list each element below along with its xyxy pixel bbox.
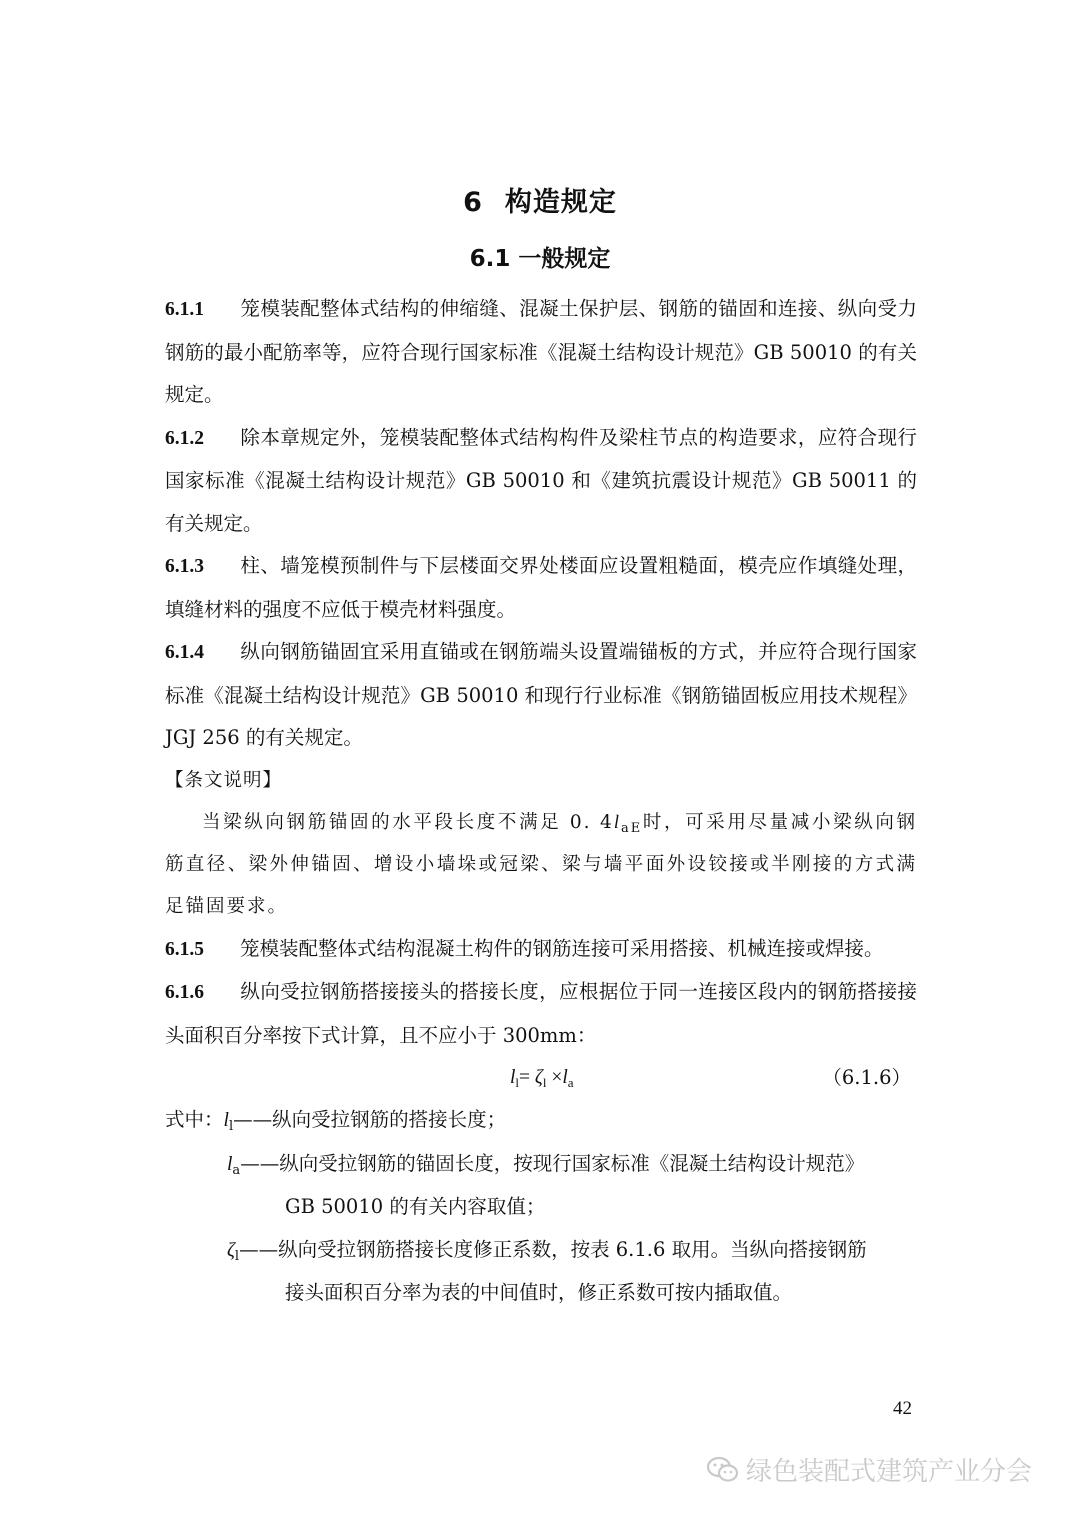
- clause-number: 6.1.1: [165, 299, 204, 320]
- formula-expression: [510, 1057, 574, 1100]
- page-number: 42: [893, 1398, 912, 1419]
- definition-text: ——纵向受拉钢筋搭接长度修正系数，按表 6.1.6 取用。当纵向搭接钢筋: [239, 1237, 867, 1261]
- anchorage-symbol: l: [613, 812, 621, 833]
- definition-symbol: l: [223, 1110, 229, 1131]
- clause-number: 6.1.2: [165, 427, 204, 449]
- definition-symbol: l: [227, 1153, 233, 1175]
- formula-times: ×: [546, 1067, 563, 1088]
- clause-number: 6.1.6: [165, 982, 204, 1003]
- clause-number: 6.1.4: [165, 642, 204, 663]
- definition-symbol-sub: l: [234, 1248, 240, 1264]
- definitions-lead: 式中：: [165, 1108, 224, 1131]
- formula-equals: =: [519, 1067, 535, 1088]
- definition-zeta: [165, 1229, 917, 1273]
- formula-6-1-6: [165, 1057, 917, 1099]
- clause-text: 纵向受拉钢筋搭接接头的搭接长度，应根据位于同一连接区段内的钢筋搭接接头面积百分率按下式计算，且不应小于 300mm：: [165, 980, 917, 1047]
- anchorage-symbol-subscript: aE: [620, 820, 643, 836]
- clause-6-1-3: [165, 545, 917, 631]
- clause-number: 6.1.3: [165, 556, 204, 577]
- clause-text: 纵向钢筋锚固宜采用直锚或在钢筋端头设置端锚板的方式，并应符合现行国家标准《混凝土结构设计规范》GB 50010 和现行行业标准《钢筋锚固板应用技术规程》JGJ 256 的有关规定。: [165, 640, 917, 749]
- clause-text: 除本章规定外，笼模装配整体式结构构件及梁柱节点的构造要求，应符合现行国家标准《混凝土结构设计规范》GB 50010 和《建筑抗震设计规范》GB 50011 的有关规定。: [165, 425, 917, 535]
- definition-ll: [165, 1099, 917, 1143]
- formula-zeta: ζ: [534, 1067, 543, 1088]
- definition-text: ——纵向受拉钢筋的锚固长度，按现行国家标准《混凝土结构设计规范》: [240, 1151, 865, 1175]
- definition-symbol-sub: l: [228, 1119, 234, 1134]
- clause-text: 笼模装配整体式结构混凝土构件的钢筋连接可采用搭接、机械连接或焊接。: [240, 936, 884, 960]
- chapter-title: [0, 180, 1080, 219]
- commentary-text-before: 当梁纵向钢筋锚固的水平段长度不满足 0. 4: [202, 811, 614, 833]
- definition-la-cont: GB 50010 的有关内容取值；: [285, 1195, 546, 1218]
- formula-lhs-sub: l: [515, 1075, 520, 1090]
- clause-6-1-6: [165, 971, 917, 1057]
- definition-symbol: ζ: [227, 1239, 235, 1261]
- clause-6-1-5: [165, 928, 917, 972]
- chapter-number: 6: [463, 187, 483, 218]
- definition-la: [165, 1143, 917, 1187]
- commentary-text: [165, 802, 917, 928]
- formula-la: l: [562, 1067, 568, 1088]
- formula-lhs: l: [510, 1067, 516, 1088]
- clause-6-1-1: [165, 288, 917, 417]
- clause-text: 笼模装配整体式结构的伸缩缝、混凝土保护层、钢筋的锚固和连接、纵向受力钢筋的最小配筋率等，应符合现行国家标准《混凝土结构设计规范》GB 50010 的有关规定。: [165, 297, 917, 406]
- definition-text: ——纵向受拉钢筋的搭接长度；: [233, 1108, 507, 1131]
- definition-zeta-cont: 接头面积百分率为表的中间值时，修正系数可按内插取值。: [285, 1281, 793, 1304]
- formula-zeta-sub: l: [542, 1075, 547, 1090]
- formula-number: （6.1.6）: [822, 1066, 911, 1089]
- commentary-text-after: 时，可采用尽量减小梁纵向钢筋直径、梁外伸锚固、增设小墙垛或冠梁、梁与墙平面外设铰接或半刚接的方式满足锚固要求。: [165, 811, 917, 917]
- clause-6-1-2: [165, 417, 917, 546]
- clause-text: 柱、墙笼模预制件与下层楼面交界处楼面应设置粗糙面，模壳应作填缝处理，填缝材料的强度不应低于模壳材料强度。: [165, 554, 917, 621]
- clause-number: 6.1.5: [165, 938, 204, 960]
- wechat-icon: [706, 1455, 740, 1485]
- document-body: [165, 288, 917, 1315]
- clause-6-1-4: [165, 631, 917, 760]
- watermark-text: 绿色装配式建筑产业分会: [746, 1457, 1033, 1487]
- formula-la-sub: a: [567, 1075, 574, 1090]
- watermark: [706, 1451, 1032, 1488]
- definition-symbol-sub: a: [232, 1162, 241, 1178]
- section-title: 6.1 一般规定: [469, 246, 611, 272]
- commentary-heading: 【条文说明】: [165, 769, 283, 791]
- chapter-title-text: 构造规定: [504, 187, 617, 218]
